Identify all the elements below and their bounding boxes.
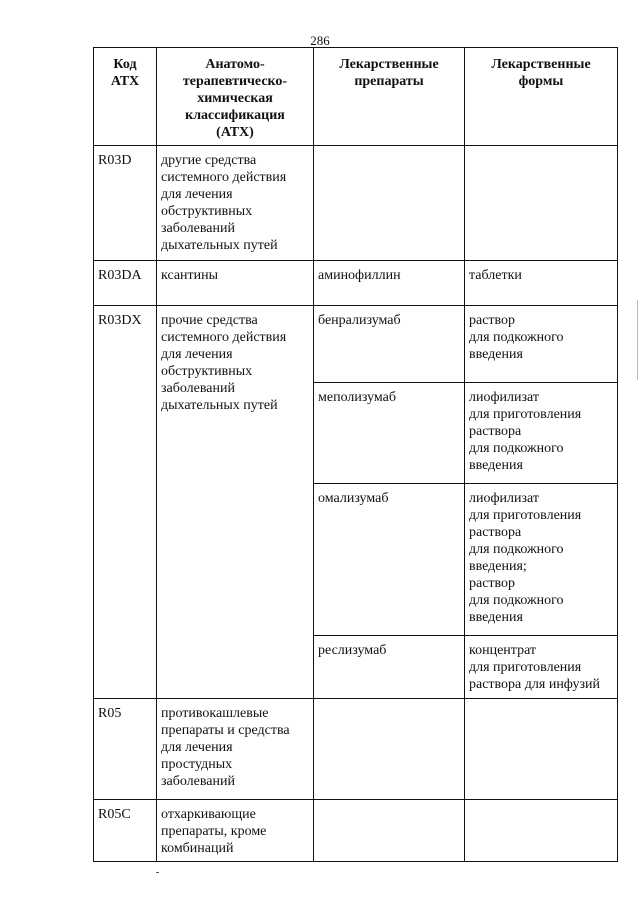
cell-drug: омализумаб xyxy=(314,484,465,636)
atc-table xyxy=(93,47,618,862)
header-forms: Лекарственные формы xyxy=(465,48,618,146)
cell-classification: ксантины xyxy=(157,261,314,306)
table-row xyxy=(94,800,618,862)
table-header-row xyxy=(94,48,618,146)
cell-code: R03DX xyxy=(94,306,157,699)
cell-drug: бенрализумаб xyxy=(314,306,465,383)
cell-form xyxy=(465,699,618,800)
cell-code: R05C xyxy=(94,800,157,862)
cell-code: R03DA xyxy=(94,261,157,306)
scan-dot xyxy=(156,872,159,873)
cell-drug: реслизумаб xyxy=(314,636,465,699)
cell-form xyxy=(465,146,618,261)
header-classification: Анатомо- терапевтическо- химическая классификация (АТХ) xyxy=(157,48,314,146)
cell-form: лиофилизат для приготовления раствора для подкожного введения xyxy=(465,383,618,484)
cell-classification: другие средства системного действия для лечения обструктивных заболеваний дыхательных путей xyxy=(157,146,314,261)
cell-form: таблетки xyxy=(465,261,618,306)
cell-code: R03D xyxy=(94,146,157,261)
header-code: Код АТХ xyxy=(94,48,157,146)
table-row xyxy=(94,261,618,306)
header-drugs: Лекарственные препараты xyxy=(314,48,465,146)
page-number: 286 xyxy=(310,33,330,48)
cell-drug xyxy=(314,699,465,800)
cell-code: R05 xyxy=(94,699,157,800)
cell-drug: меполизумаб xyxy=(314,383,465,484)
cell-classification: отхаркивающие препараты, кроме комбинаций xyxy=(157,800,314,862)
cell-form: лиофилизат для приготовления раствора для подкожного введения; раствор для подкожного введения xyxy=(465,484,618,636)
table-row xyxy=(94,306,618,383)
table-row xyxy=(94,699,618,800)
cell-form: раствор для подкожного введения xyxy=(465,306,618,383)
cell-drug: аминофиллин xyxy=(314,261,465,306)
cell-form: концентрат для приготовления раствора для инфузий xyxy=(465,636,618,699)
cell-classification: прочие средства системного действия для лечения обструктивных заболеваний дыхательных путей xyxy=(157,306,314,699)
cell-drug xyxy=(314,800,465,862)
cell-drug xyxy=(314,146,465,261)
cell-form xyxy=(465,800,618,862)
cell-classification: противокашлевые препараты и средства для лечения простудных заболеваний xyxy=(157,699,314,800)
scan-edge-mark xyxy=(637,300,638,380)
table-row xyxy=(94,146,618,261)
